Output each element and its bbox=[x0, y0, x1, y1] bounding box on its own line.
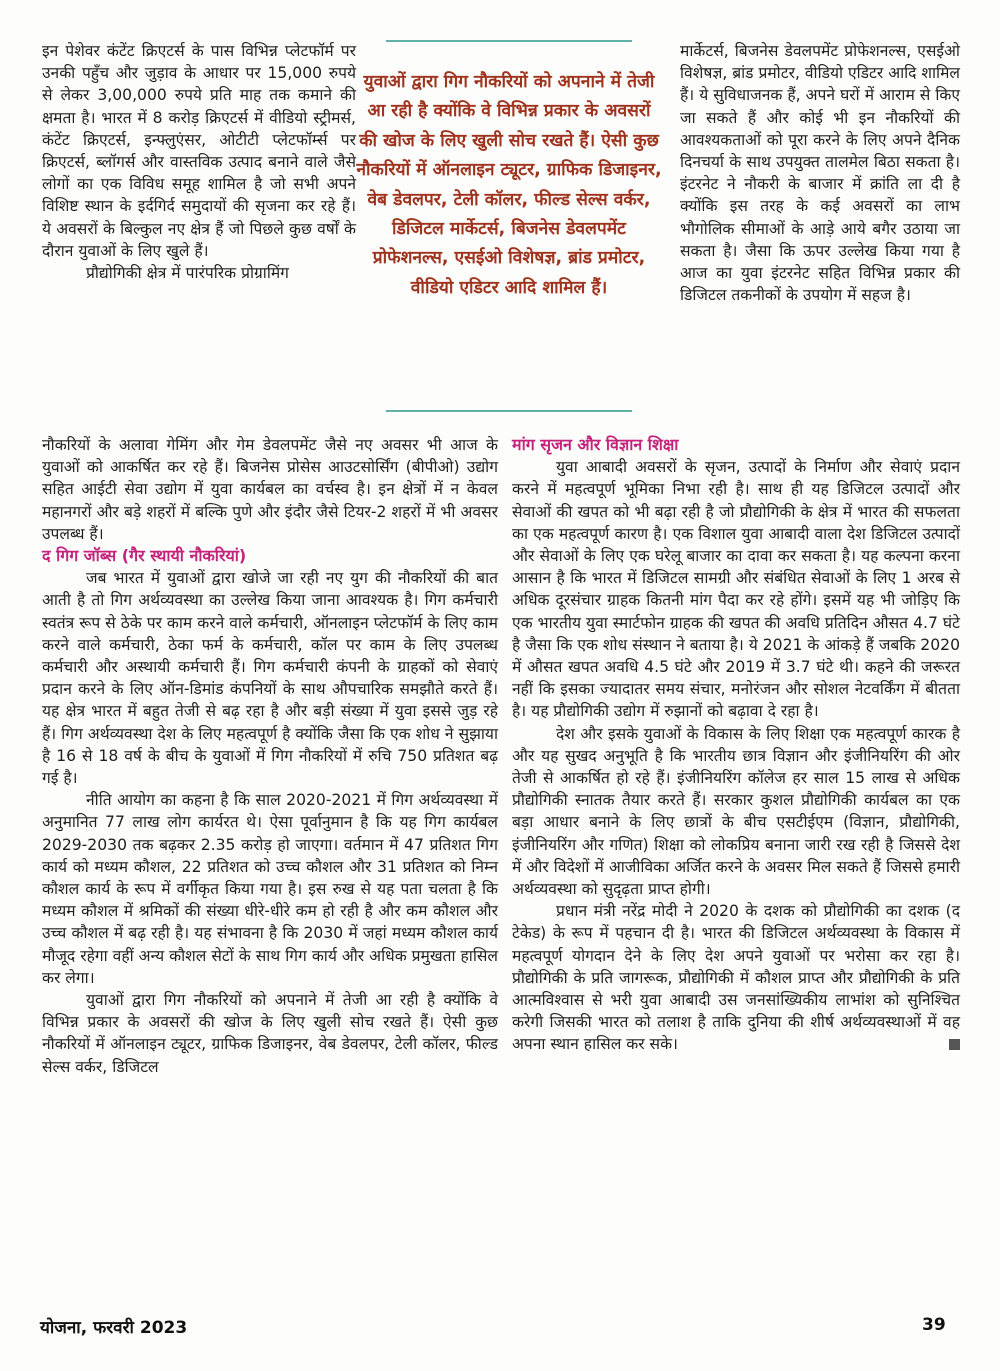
pull-quote-bottom-rule bbox=[386, 410, 632, 412]
pull-quote-top-rule bbox=[386, 40, 632, 42]
section-heading-gig-jobs: द गिग जॉब्स (गैर स्थायी नौकरियां) bbox=[42, 546, 247, 566]
left-column-top bbox=[42, 40, 356, 284]
paragraph: देश और इसके युवाओं के विकास के लिए शिक्षा एक महत्वपूर्ण कारक है और यह सुखद अनुभूति है कि भारतीय छात्र विज्ञान और इंजीनियरिंग की ओर तेजी से आकर्षित हो रहे हैं। इंजीनियरिंग कॉलेज हर साल 15 लाख से अधिक प्रौद्योगिकी स्नातक तैयार करते हैं। सरकार कुशल प्रौद्योगिकी कार्यबल का एक बड़ा आधार बनाने के लिए छात्रों के बीच एसटीईएम (विज्ञान, प्रौद्योगिकी, इंजीनियरिंग और गणित) शिक्षा को लोकप्रिय बनाना जारी रख रही है जिससे देश में और विदेशों में आजीविका अर्जित करने के अवसर मिल सकते हैं जिससे हमारी अर्थव्यवस्था को सुदृढ़ता प्राप्त होगी। bbox=[512, 724, 960, 899]
paragraph: इन पेशेवर कंटेंट क्रिएटर्स के पास विभिन्न प्लेटफॉर्म पर उनकी पहुँच और जुड़ाव के आधार पर 15,000 रुपये से लेकर 3,00,000 रुपये प्रति माह तक कमाने की क्षमता है। भारत में 8 करोड़ क्रिएटर्स में वीडियो स्ट्रीमर्स, कंटेंट क्रिएटर्स, इन्फ्लुएंसर, ओटीटी प्लेटफॉर्म्स पर क्रिएटर्स, ब्लॉगर्स और वास्तविक उत्पाद बनाने वाले जैसे लोगों का एक विविध समूह शामिल है जो सभी अपने विशिष्ट स्थान के इर्दगिर्द समुदायों की सृजना कर रहे हैं। ये अवसरों के बिल्कुल नए क्षेत्र हैं जो पिछले कुछ वर्षों के दौरान युवाओं के लिए खुले हैं। bbox=[42, 42, 356, 260]
pull-quote bbox=[356, 40, 662, 416]
paragraph: प्रौद्योगिकी क्षेत्र में पारंपरिक प्रोग्रामिंग bbox=[86, 264, 289, 283]
paragraph: युवाओं द्वारा गिग नौकरियों को अपनाने में तेजी आ रही है क्योंकि वे विभिन्न प्रकार के अवसरों की खोज के लिए खुली सोच रखते हैं। ऐसी कुछ नौकरियों में ऑनलाइन ट्यूटर, ग्राफिक डिजाइनर, वेब डेवलपर, टेली कॉलर, फील्ड सेल्स वर्कर, डिजिटल bbox=[42, 991, 498, 1076]
section-heading-demand-science: मांग सृजन और विज्ञान शिक्षा bbox=[512, 435, 679, 454]
pull-quote-text: युवाओं द्वारा गिग नौकरियों को अपनाने में तेजी आ रही है क्योंकि वे विभिन्न प्रकार के अवसरों की खोज के लिए खुली सोच रखते हैं। ऐसी कुछ नौकरियों में ऑनलाइन ट्यूटर, ग्राफिक डिजाइनर, वेब डेवलपर, टेली कॉलर, फील्ड सेल्स वर्कर, डिजिटल मार्केटर्स, बिजनेस डेवलपमेंट प्रोफेशनल्स, एसईओ विशेषज्ञ, ब्रांड प्रमोटर, वीडियो एडिटर आदि शामिल हैं। bbox=[356, 72, 662, 298]
paragraph: नीति आयोग का कहना है कि साल 2020-2021 में गिग अर्थव्यवस्था में अनुमानित 77 लाख लोग कार्यरत थे। ऐसा पूर्वानुमान है कि यह गिग कार्यबल 2029-2030 तक बढ़कर 2.35 करोड़ हो जाएगा। वर्तमान में 47 प्रतिशत गिग कार्य को मध्यम कौशल, 22 प्रतिशत को उच्च कौशल और 31 प्रतिशत को निम्न कौशल कार्य के रूप में वर्गीकृत किया गया है। इस रुख से यह पता चलता है कि मध्यम कौशल में श्रमिकों की संख्या धीरे-धीरे कम हो रही है और कम कौशल और उच्च कौशल में बढ़ रही है। यह संभावना है कि 2030 में जहां मध्यम कौशल कार्य मौजूद रहेगा वहीं अन्य कौशल सेटों के साथ गिग कार्य और अधिक प्रमुखता हासिल कर लेगा। bbox=[42, 791, 498, 987]
right-column-top bbox=[680, 40, 960, 306]
paragraph: जब भारत में युवाओं द्वारा खोजे जा रही नए युग की नौकरियों की बात आती है तो गिग अर्थव्यवस्था का उल्लेख किया जाना आवश्यक है। गिग कर्मचारी स्वतंत्र रूप से ठेके पर काम करने वाले कर्मचारी, ऑनलाइन प्लेटफॉर्म के लिए काम करने वाले कर्मचारी, ठेका फर्म के कर्मचारी, कॉल पर काम के लिए उपलब्ध कर्मचारी और अस्थायी कर्मचारी हैं। गिग कर्मचारी कंपनी के ग्राहकों को सेवाएं प्रदान करने के लिए ऑन-डिमांड कंपनियों के साथ औपचारिक समझौते करते हैं। यह क्षेत्र भारत में बहुत तेजी से बढ़ रहा है और बड़ी संख्या में युवा इससे जुड़ रहे हैं। गिग अर्थव्यवस्था देश के लिए महत्वपूर्ण है क्योंकि जैसा कि एक शोध ने सुझाया है 16 से 18 वर्ष के बीच के युवाओं में गिग नौकरियों में रुचि 750 प्रतिशत बढ़ गई है। bbox=[42, 569, 498, 788]
paragraph bbox=[512, 900, 960, 1055]
paragraph: मार्केटर्स, बिजनेस डेवलपमेंट प्रोफेशनल्स, एसईओ विशेषज्ञ, ब्रांड प्रमोटर, वीडियो एडिटर आदि शामिल हैं। ये सुविधाजनक हैं, अपने घरों में आराम से किए जा सकते हैं और कोई भी इन नौकरियों की आवश्यकताओं को पूरा करने के लिए अपने दैनिक दिनचर्या के साथ उपयुक्त तालमेल बिठा सकता है। इंटरनेट ने नौकरी के बाजार में क्रांति ला दी है क्योंकि इस तरह के कई अवसरों का लाभ भौगोलिक सीमाओं के आड़े आये बगैर उठाया जा सकता है। जैसा कि ऊपर उल्लेख किया गया है आज का युवा इंटरनेट सहित विभिन्न प्रकार की डिजिटल तकनीकों के उपयोग में सहज है। bbox=[680, 42, 960, 305]
paragraph: नौकरियों के अलावा गेमिंग और गेम डेवलपमेंट जैसे नए अवसर भी आज के युवाओं को आकर्षित कर रहे हैं। बिजनेस प्रोसेस आउटसोर्सिंग (बीपीओ) उद्योग सहित आईटी सेवा उद्योग में युवा कार्यबल का वर्चस्व है। इन क्षेत्रों में न केवल महानगरों और बड़े शहरों में बल्कि पुणे और इंदौर जैसे टियर-2 शहरों में भी अवसर उपलब्ध हैं। bbox=[42, 436, 498, 543]
paragraph: युवा आबादी अवसरों के सृजन, उत्पादों के निर्माण और सेवाएं प्रदान करने में महत्वपूर्ण भूमिका निभा रही है। साथ ही यह डिजिटल उत्पादों और सेवाओं की खपत को भी बढ़ा रही है जो प्रौद्योगिकी के क्षेत्र में भारत की सफलता का एक महत्वपूर्ण कारण है। एक विशाल युवा आबादी वाला देश डिजिटल उत्पादों और सेवाओं के लिए एक घरेलू बाजार का दावा कर सकता है। यह कल्पना करना आसान है कि भारत में डिजिटल सामग्री और संबंधित सेवाओं के लिए 1 अरब से अधिक दूरसंचार ग्राहक कितनी मांग पैदा कर रहे होंगे। इसमें यह भी जोड़िए कि एक भारतीय युवा स्मार्टफोन ग्राहक की खपत की अवधि प्रतिदिन औसत 4.7 घंटे है जैसा कि एक शोध संस्थान ने बताया है। ये 2021 के आंकड़े हैं जबकि 2020 में औसत खपत अवधि 4.5 घंटे और 2019 में 3.7 घंटे थी। कहने की जरूरत नहीं कि इसका ज्यादातर समय संचार, मनोरंजन और सोशल नेटवर्किंग में बीतता है। यह प्रौद्योगिकी उद्योग में रुझानों को बढ़ावा दे रहा है। bbox=[512, 458, 960, 721]
page-number: 39 bbox=[922, 1315, 946, 1335]
paragraph-text: प्रधान मंत्री नरेंद्र मोदी ने 2020 के दशक को प्रौद्योगिकी का दशक (द टेकेड) के रूप में पहचान दी है। भारत की डिजिटल अर्थव्यवस्था के विकास में महत्वपूर्ण योगदान देने के लिए देश अपने युवाओं पर भरोसा कर रहा है। प्रौद्योगिकी के प्रति जागरूक, प्रौद्योगिकी में कौशल प्राप्त और प्रौद्योगिकी के प्रति आत्मविश्वास से भरी युवा आबादी उस जनसांख्यिकीय लाभांश को सुनिश्चित करेगी जिसकी भारत को तलाश है ताकि दुनिया की शीर्ष अर्थव्यवस्थाओं में वह अपना स्थान हासिल कर सके। bbox=[512, 902, 960, 1054]
publication-footer: योजना, फरवरी 2023 bbox=[40, 1318, 188, 1338]
left-column-bottom bbox=[42, 434, 498, 1078]
right-column-bottom bbox=[512, 434, 960, 1056]
end-of-article-square-icon bbox=[949, 1039, 960, 1050]
